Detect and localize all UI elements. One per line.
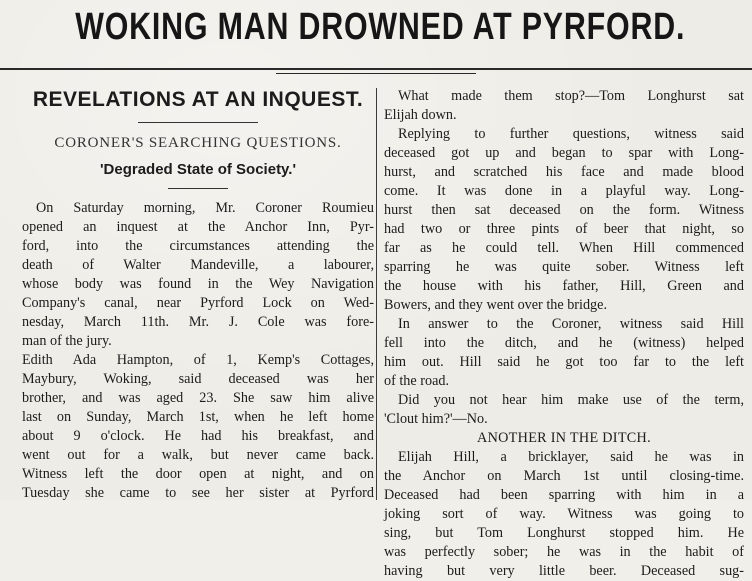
text-line: the house with his father, Hill, Green and (384, 278, 744, 294)
headline-rule-short (276, 73, 476, 74)
text-line: man of the jury. (22, 333, 112, 349)
text-line: went out for a walk, but never came back. (22, 447, 374, 463)
text-line: Deceased had been sparring with him in a (384, 487, 744, 503)
text-line: nesday, March 11th. Mr. J. Cole was fore- (22, 314, 374, 330)
right-column (384, 82, 744, 579)
text-line: last on Sunday, March 1st, when he left home (22, 409, 374, 425)
sub-headline: REVELATIONS AT AN INQUEST. (32, 88, 364, 111)
sub-headline-rule (138, 122, 258, 123)
paragraph-what-made-them-stop (384, 87, 744, 125)
paragraph-further-questions (384, 125, 744, 315)
text-line: Maybury, Woking, said deceased was her (22, 371, 374, 387)
paragraph-inquest-opening (22, 199, 374, 351)
text-line: Elijah down. (384, 107, 457, 123)
text-line: Tuesday she came to see her sister at Pyrford (22, 485, 374, 501)
text-line: On Saturday morning, Mr. Coroner Roumieu (36, 200, 374, 216)
text-line: Elijah Hill, a bricklayer, said he was in (398, 449, 744, 465)
text-line: hurst then sat deceased on the form. Witness (384, 202, 744, 218)
paragraph-edith-hampton (22, 351, 374, 503)
text-line: him out. Hill said he got too far to the left (384, 354, 744, 370)
section-heading: ANOTHER IN THE DITCH. (477, 430, 651, 446)
text-line: whose body was found in the Wey Navigation (22, 276, 374, 292)
text-line: Bowers, and they went over the bridge. (384, 297, 607, 313)
paragraph-clout-him (384, 391, 744, 429)
text-line: come. It was done in a playful way. Long- (384, 183, 744, 199)
text-line: about 9 o'clock. He had his breakfast, and (22, 428, 374, 444)
text-line: Witness left the door open at night, and on (22, 466, 374, 482)
text-line: deceased got up and began to spar with Long- (384, 145, 744, 161)
paragraph-answer-to-coroner (384, 315, 744, 391)
text-line: What made them stop?—Tom Longhurst sat (398, 88, 744, 104)
text-line: In answer to the Coroner, witness said Hill (398, 316, 744, 332)
text-line: had two or three pints of beer that night, so (384, 221, 744, 237)
text-line: having but very little beer. Deceased sug- (384, 563, 744, 579)
text-line: Replying to further questions, witness said (398, 126, 744, 142)
text-line: fell into the ditch, and he (witness) helped (384, 335, 744, 351)
text-line: far as he could tell. When Hill commenced (384, 240, 744, 256)
text-line: opened an inquest at the Anchor Inn, Pyr- (22, 219, 374, 235)
article-headline: WOKING MAN DROWNED AT PYRFORD. (75, 6, 686, 48)
text-line: Edith Ada Hampton, of 1, Kemp's Cottages, (22, 352, 374, 368)
paragraph-elijah-hill (384, 448, 744, 581)
text-line: joking sort of way. Witness was going to (384, 506, 744, 522)
quote-heading-rule (168, 188, 228, 189)
text-line: death of Walter Mandeville, a labourer, (22, 257, 374, 273)
text-line: 'Clout him?'—No. (384, 411, 488, 427)
text-line: brother, and was aged 23. She saw him alive (22, 390, 374, 406)
text-line: Did you not hear him make use of the term, (398, 392, 744, 408)
column-divider (376, 88, 377, 500)
headline-rule (0, 68, 752, 70)
text-line: was perfectly sober; he was in the habit of (384, 544, 744, 560)
text-line: of the road. (384, 373, 450, 389)
text-line: sing, but Tom Longhurst stopped him. He (384, 525, 744, 541)
text-line: the Anchor on March 1st until closing-time. (384, 468, 744, 484)
text-line: ford, into the circumstances attending the (22, 238, 374, 254)
quote-heading: 'Degraded State of Society.' (99, 161, 297, 178)
text-line: hurst, and scratched his face and made blood (384, 164, 744, 180)
text-line: sparring he was quite sober. Witness left (384, 259, 744, 275)
spaced-heading: CORONER'S SEARCHING QUESTIONS. (54, 135, 342, 151)
text-line: Company's canal, near Pyrford Lock on Wed- (22, 295, 374, 311)
left-column (22, 82, 374, 500)
